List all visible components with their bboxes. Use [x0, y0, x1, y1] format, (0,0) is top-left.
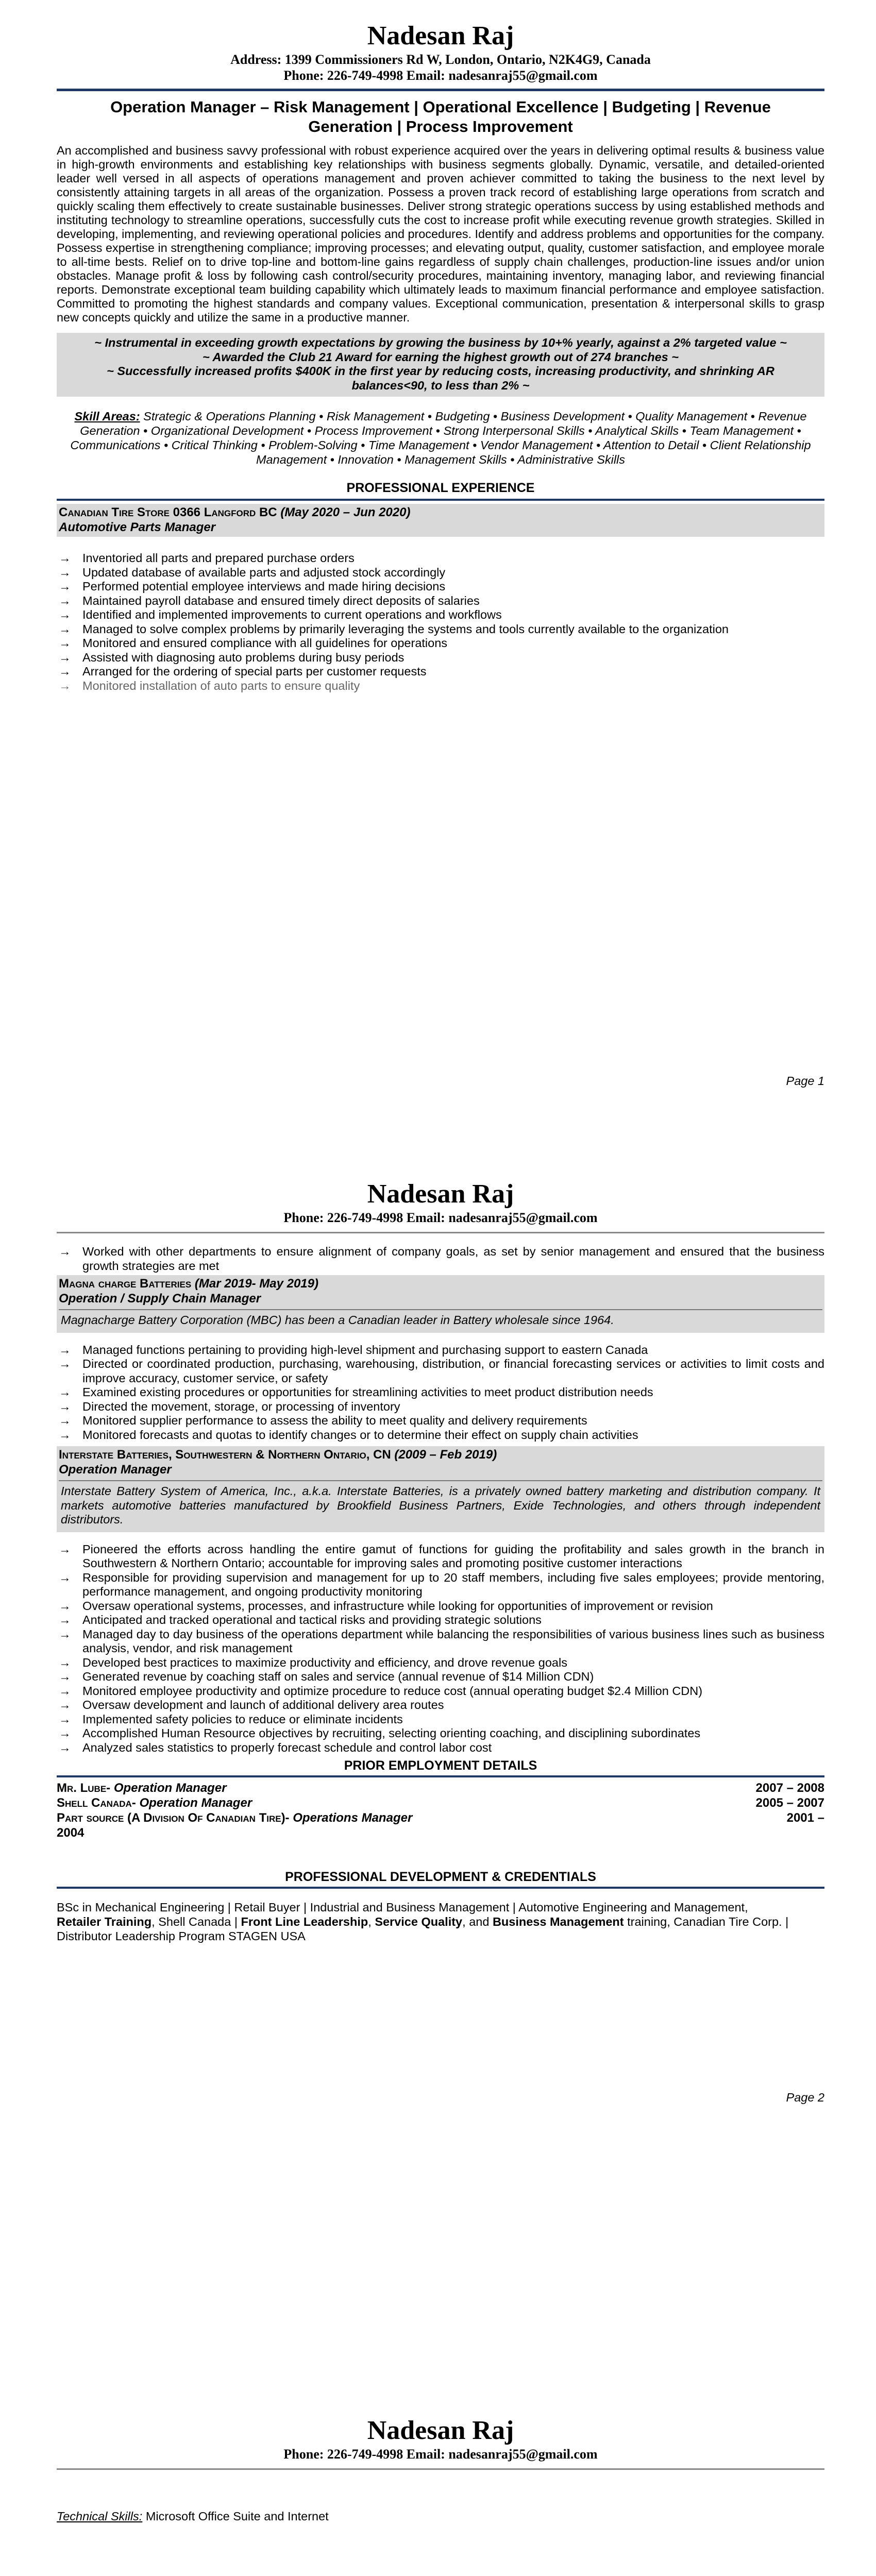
arrow-icon: →: [59, 1385, 71, 1399]
job-header-magna-charge: [57, 1275, 824, 1333]
job-company-line: [59, 1276, 822, 1291]
prior-years-continued: 2004: [57, 1826, 85, 1840]
job-company: Canadian Tire Store 0366 Langford BC: [59, 505, 277, 519]
arrow-icon: →: [59, 1712, 71, 1726]
prior-years: 2005 – 2007: [755, 1796, 824, 1810]
candidate-address: Address: 1399 Commissioners Rd W, London, Ontario, N2K4G9, Canada: [230, 52, 651, 67]
arrow-icon: →: [59, 636, 71, 650]
list-item: → Oversaw operational systems, processes, and infrastructure while looking for opportunities of improvement or revision: [59, 1599, 713, 1613]
list-item: → Pioneered the efforts across handling the entire gamut of functions for guiding the profitability and sales growth in the branch in Southwestern & Northern Ontario; accountable for improving sales and promoting positive customer interactions: [59, 1542, 824, 1570]
arrow-icon: →: [59, 1613, 71, 1626]
career-highlights: [57, 333, 824, 397]
list-item: → Monitored forecasts and quotas to identify changes or to determine their effect on supply chain activities: [59, 1428, 638, 1442]
prior-role: Operation Manager: [136, 1796, 252, 1810]
professional-headline: Operation Manager – Risk Management | Operational Excellence | Budgeting | Revenue Generation | Process Improvement: [110, 98, 771, 135]
arrow-icon: →: [59, 1670, 71, 1683]
prior-years: 2007 – 2008: [755, 1781, 824, 1795]
prior-employment-row: [57, 1781, 824, 1795]
candidate-name: Nadesan Raj: [367, 2416, 514, 2445]
skill-areas-list: Strategic & Operations Planning • Risk Management • Budgeting • Business Development • Quality Management • Revenue Generation • Organizational Development • Process Improvement • Strong Interpersonal Skills • Analytical Skills • Team Management • Communications • Critical Thinking • Problem-Solving • Time Management • Vendor Management • Attention to Detail • Client Relationship Management • Innovation • Management Skills • Administrative Skills: [70, 410, 811, 466]
company-description: Magnacharge Battery Corporation (MBC) has been a Canadian leader in Battery wholesale since 1964.: [59, 1309, 822, 1331]
page-1: [0, 0, 876, 1133]
candidate-contact: Phone: 226-749-4998 Email: nadesanraj55@gmail.com: [283, 1210, 598, 1225]
page-number: Page 2: [786, 2091, 824, 2104]
list-item: → Monitored and ensured compliance with all guidelines for operations: [59, 636, 448, 650]
arrow-icon: →: [59, 1542, 71, 1556]
prior-company: Mr. Lube-: [57, 1781, 111, 1795]
list-item: → Generated revenue by coaching staff on sales and service (annual revenue of $14 Million CDN): [59, 1670, 594, 1683]
header-divider: [57, 89, 824, 91]
list-item: → Accomplished Human Resource objectives by recruiting, selecting orienting coaching, and disciplining subordinates: [59, 1726, 701, 1740]
arrow-icon: →: [59, 679, 71, 692]
arrow-icon: →: [59, 1740, 71, 1754]
list-item: → Oversaw development and launch of additional delivery area routes: [59, 1698, 444, 1711]
arrow-icon: →: [59, 650, 71, 664]
technical-skills: [57, 2509, 824, 2523]
list-item: → Anticipated and tracked operational and tactical risks and providing strategic solutions: [59, 1613, 542, 1626]
list-item: → Monitored supplier performance to assess the ability to meet quality and delivery requirements: [59, 1414, 587, 1427]
candidate-name: Nadesan Raj: [367, 1179, 514, 1209]
company-description: Interstate Battery System of America, Inc., a.k.a. Interstate Batteries, is a privately owned battery marketing and distribution company. It markets automotive batteries manufactured by Brookfield Business Partners, Exide Technologies, and others through independent distributors.: [59, 1480, 822, 1530]
candidate-name: Nadesan Raj: [367, 21, 514, 50]
job-company-line: [59, 505, 822, 520]
list-item: → Examined existing procedures or opportunities for streamlining activities to meet product distribution needs: [59, 1385, 653, 1399]
list-item: → Monitored employee productivity and optimize procedure to reduce cost (annual operating budget $2.4 Million CDN): [59, 1684, 703, 1698]
prior-employment-row-wrap: [57, 1825, 824, 1840]
section-title-prior-employment: PRIOR EMPLOYMENT DETAILS: [344, 1758, 537, 1773]
list-item: → Updated database of available parts and adjusted stock accordingly: [59, 565, 446, 579]
page-number: Page 1: [786, 1074, 824, 1088]
job-company: Magna charge Batteries: [59, 1277, 192, 1291]
list-item: → Inventoried all parts and prepared purchase orders: [59, 551, 355, 565]
arrow-icon: →: [59, 1399, 71, 1413]
highlight-item: ~ Instrumental in exceeding growth expectations by growing the business by 10+% yearly, against a 2% targeted value ~: [94, 336, 787, 349]
list-item: → Assisted with diagnosing auto problems during busy periods: [59, 650, 405, 664]
arrow-icon: →: [59, 608, 71, 621]
list-item: → Monitored installation of auto parts to ensure quality: [59, 679, 360, 692]
job-bullets-magna-charge: [57, 1343, 824, 1443]
page-3-content: [57, 2415, 824, 2523]
prior-company: Part source (A Division Of Canadian Tire)-: [57, 1811, 290, 1825]
arrow-icon: →: [59, 1599, 71, 1613]
list-item: → Responsible for providing supervision and management for up to 20 staff members, including five sales employees; provide mentoring, performance management, and ongoing productivity monitoring: [59, 1570, 824, 1598]
job-role: Operation / Supply Chain Manager: [59, 1292, 261, 1306]
list-item: → Developed best practices to maximize productivity and efficiency, and drove revenue goals: [59, 1655, 567, 1669]
list-item: → Implemented safety policies to reduce or eliminate incidents: [59, 1712, 403, 1726]
arrow-icon: →: [59, 1655, 71, 1669]
arrow-icon: →: [59, 551, 71, 565]
page-2-content: [57, 1179, 824, 1943]
arrow-icon: →: [59, 1698, 71, 1711]
arrow-icon: →: [59, 1357, 71, 1370]
arrow-icon: →: [59, 1428, 71, 1442]
education-degrees: BSc in Mechanical Engineering | Retail Buyer | Industrial and Business Management | Automotive Engineering and Management,: [57, 1901, 748, 1914]
page-1-content: [57, 21, 824, 693]
profile-summary: An accomplished and business savvy professional with robust experience acquired over the years in delivering optimal results & business value in high-growth environments and establishing key relationships with business segments globally. Dynamic, versatile, and detailed-oriented leader well versed in all aspects of operations management and proven achiever committed to taking the business to the next level by consistently attaining targets in all areas of the organization. Possess a proven track record of establishing large operations from scratch and quickly scaling them effectively to create sustainable businesses. Deliver strong strategic operations success by using established methods and instituting technology to streamline operations, successfully cuts the cost to increase profit while executing revenue growth strategies. Skilled in developing, implementing, and reviewing operational policies and procedures. Identify and address problems and opportunities for the company. Possess expertise in strengthening compliance; improving processes; and elevating output, quality, customer satisfaction, and employee morale to all-time bests. Relief on to drive top-line and bottom-line gains regardless of supply chain challenges, production-line issues and/or union obstacles. Manage profit & loss by following cash control/security procedures, maintaining inventory, managing labor, and reviewing financial reports. Demonstrate exceptional team building capability which ultimately leads to maximum financial performance and employee satisfaction. Committed to promoting the highest standards and company values. Exceptional communication, presentation & interpersonal skills to grasp new concepts quickly and utilize the same in a productive manner.: [57, 144, 824, 324]
arrow-icon: →: [59, 622, 71, 636]
arrow-icon: →: [59, 565, 71, 579]
prior-employment-row: [57, 1810, 824, 1825]
skill-areas-label: Skill Areas:: [74, 410, 140, 423]
prior-role: Operations Manager: [289, 1811, 413, 1825]
page-2: [0, 1133, 876, 2267]
job-bullets-interstate-batteries: [57, 1543, 824, 1755]
candidate-contact: Phone: 226-749-4998 Email: nadesanraj55@gmail.com: [283, 2447, 598, 2462]
job-dates: (Mar 2019- May 2019): [194, 1277, 318, 1291]
education-training: Retailer Training, Shell Canada | Front Line Leadership, Service Quality, and Business Management training, Canadian Tire Corp. | Distributor Leadership Program STAGEN USA: [57, 1915, 789, 1943]
section-divider: [57, 499, 824, 501]
prior-company: Shell Canada-: [57, 1796, 136, 1810]
section-title-experience: PROFESSIONAL EXPERIENCE: [346, 481, 535, 495]
arrow-icon: →: [59, 1570, 71, 1584]
arrow-icon: →: [59, 1245, 71, 1258]
section-title-development: PROFESSIONAL DEVELOPMENT & CREDENTIALS: [285, 1870, 596, 1884]
technical-skills-list: Microsoft Office Suite and Internet: [142, 2510, 329, 2523]
highlight-item: ~ Successfully increased profits $400K in the first year by reducing costs, increasing productivity, and shrinking AR balances<90, to less than 2% ~: [107, 364, 774, 392]
job-header-interstate-batteries: [57, 1446, 824, 1532]
list-item: → Directed or coordinated production, purchasing, warehousing, distribution, or financial forecasting services or activities to limit costs and improve accuracy, customer service, or safety: [59, 1357, 824, 1385]
job-header-canadian-tire: [57, 504, 824, 537]
prior-employment-list: [57, 1781, 824, 1840]
list-item: → Maintained payroll database and ensured timely direct deposits of salaries: [59, 594, 480, 607]
arrow-icon: →: [59, 1726, 71, 1740]
candidate-contact: Phone: 226-749-4998 Email: nadesanraj55@gmail.com: [283, 68, 598, 83]
list-item: → Arranged for the ordering of special parts per customer requests: [59, 665, 427, 678]
prior-employment-row: [57, 1795, 824, 1810]
job-company-line: [59, 1447, 822, 1462]
job-dates: (2009 – Feb 2019): [394, 1448, 497, 1462]
section-divider: [57, 1775, 824, 1777]
arrow-icon: →: [59, 594, 71, 607]
page-3: [0, 2267, 876, 2576]
list-item: → Directed the movement, storage, or processing of inventory: [59, 1399, 400, 1413]
list-item: → Analyzed sales statistics to properly forecast schedule and control labor cost: [59, 1740, 492, 1754]
arrow-icon: →: [59, 1414, 71, 1427]
arrow-icon: →: [59, 1627, 71, 1641]
list-item: → Worked with other departments to ensure alignment of company goals, as set by senior management and ensured that the business growth strategies are met: [59, 1245, 824, 1273]
arrow-icon: →: [59, 1343, 71, 1357]
list-item: → Managed to solve complex problems by primarily leveraging the systems and tools currently available to the organization: [59, 622, 729, 636]
header-divider: [57, 1232, 824, 1233]
arrow-icon: →: [59, 665, 71, 678]
prior-role: Operation Manager: [110, 1781, 227, 1795]
skill-areas: [67, 409, 814, 467]
header-divider: [57, 2468, 824, 2470]
arrow-icon: →: [59, 1684, 71, 1698]
arrow-icon: →: [59, 580, 71, 593]
job-role: Operation Manager: [59, 1463, 172, 1477]
job-role: Automotive Parts Manager: [59, 520, 216, 534]
job-company: Interstate Batteries, Southwestern & Northern Ontario, CN: [59, 1448, 391, 1462]
list-item: → Identified and implemented improvements to current operations and workflows: [59, 608, 502, 621]
list-item: → Managed functions pertaining to providing high-level shipment and purchasing support to eastern Canada: [59, 1343, 648, 1357]
section-divider: [57, 1887, 824, 1889]
prior-years: 2001 –: [786, 1811, 824, 1825]
list-item: → Managed day to day business of the operations department while balancing the responsibilities of various business lines such as business analysis, vendor, and risk management: [59, 1627, 824, 1655]
job-bullets-canadian-tire-continued: [57, 1245, 824, 1273]
job-bullets-canadian-tire: [57, 551, 824, 693]
technical-skills-label: Technical Skills:: [57, 2510, 143, 2523]
highlight-item: ~ Awarded the Club 21 Award for earning the highest growth out of 274 branches ~: [202, 350, 679, 364]
job-dates: (May 2020 – Jun 2020): [280, 505, 411, 519]
list-item: → Performed potential employee interviews and made hiring decisions: [59, 580, 446, 593]
